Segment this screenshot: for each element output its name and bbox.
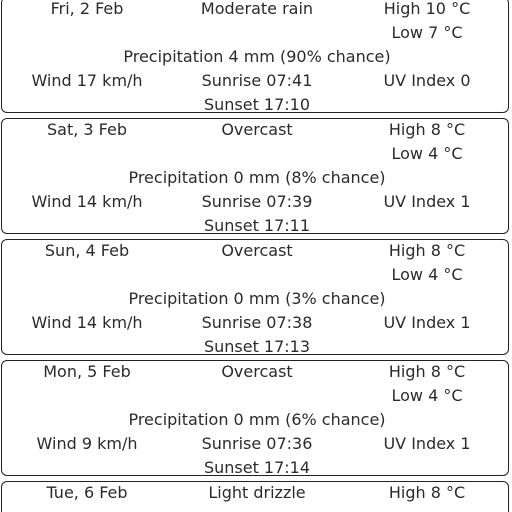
day-date: Fri, 2 Feb [50,0,124,18]
day-sunset: Sunset 17:14 [203,458,311,477]
day-precipitation: Precipitation 4 mm (90% chance) [123,47,391,66]
day-low-temp: Low 7 °C [391,23,463,42]
day-uv-index: UV Index 1 [383,313,471,332]
day-uv-index: UV Index 0 [383,71,471,90]
day-condition: Overcast [221,362,293,381]
day-card-sat-3-feb[interactable] [1,118,509,234]
day-uv-index: UV Index 1 [383,192,471,211]
day-low-temp: Low 4 °C [391,265,463,284]
day-sunrise: Sunrise 07:39 [201,192,313,211]
day-condition: Light drizzle [208,483,306,502]
day-card-mon-5-feb[interactable] [1,360,509,476]
day-wind: Wind 9 km/h [36,434,138,453]
day-sunset: Sunset 17:10 [203,95,311,114]
day-precipitation: Precipitation 0 mm (6% chance) [128,410,386,429]
day-card-fri-2-feb[interactable] [1,0,509,113]
day-condition: Overcast [221,120,293,139]
day-card-sun-4-feb[interactable] [1,239,509,355]
day-precipitation: Precipitation 0 mm (8% chance) [128,168,386,187]
day-low-temp: Low 4 °C [391,144,463,163]
day-wind: Wind 14 km/h [31,192,143,211]
day-date: Mon, 5 Feb [43,362,131,381]
day-sunset: Sunset 17:11 [203,216,311,235]
day-sunset: Sunset 17:13 [203,337,311,356]
day-condition: Moderate rain [200,0,314,18]
day-precipitation: Precipitation 0 mm (3% chance) [128,289,386,308]
day-high-temp: High 8 °C [388,120,466,139]
day-high-temp: High 8 °C [388,362,466,381]
day-date: Tue, 6 Feb [46,483,128,502]
day-date: Sat, 3 Feb [47,120,127,139]
day-sunrise: Sunrise 07:36 [201,434,313,453]
day-high-temp: High 8 °C [388,483,466,502]
day-card-tue-6-feb[interactable] [1,481,509,512]
day-sunrise: Sunrise 07:38 [201,313,313,332]
day-low-temp: Low 4 °C [391,386,463,405]
day-sunrise: Sunrise 07:41 [201,71,313,90]
day-high-temp: High 8 °C [388,241,466,260]
day-high-temp: High 10 °C [383,0,471,18]
day-uv-index: UV Index 1 [383,434,471,453]
day-wind: Wind 17 km/h [31,71,143,90]
day-date: Sun, 4 Feb [44,241,130,260]
day-condition: Overcast [221,241,293,260]
day-wind: Wind 14 km/h [31,313,143,332]
